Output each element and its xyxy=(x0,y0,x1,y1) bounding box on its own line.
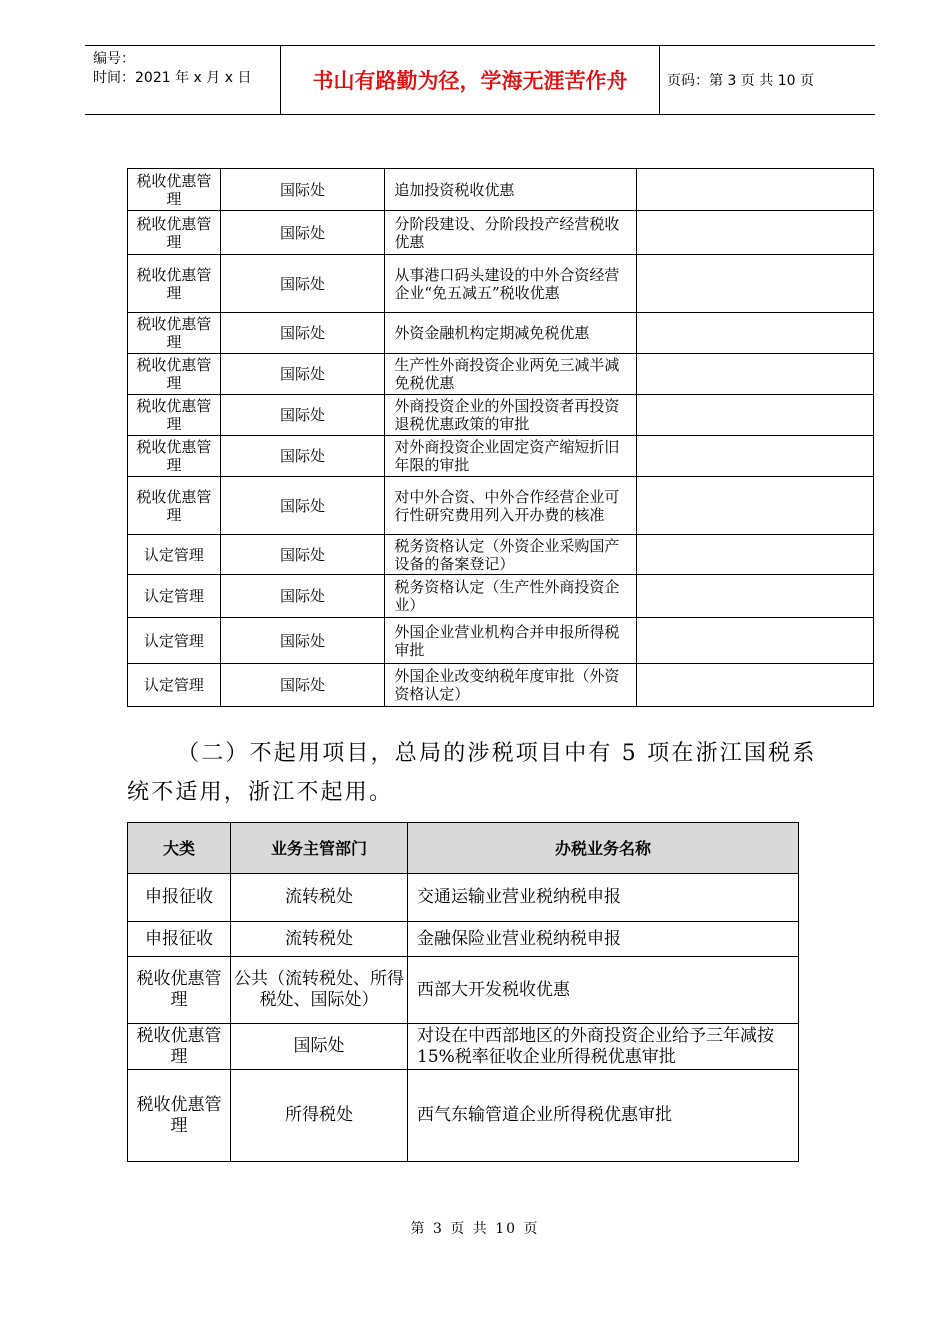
category-cell: 认定管理 xyxy=(128,618,221,664)
header-motto: 书山有路勤为径，学海无涯苦作舟 xyxy=(280,46,660,114)
category-cell: 税收优惠管理 xyxy=(128,436,221,477)
dept-cell: 国际处 xyxy=(220,477,385,535)
item-cell: 西气东输管道企业所得税优惠审批 xyxy=(408,1070,799,1162)
category-cell: 税收优惠管理 xyxy=(128,477,221,535)
table-row xyxy=(128,575,874,618)
category-cell: 税收优惠管理 xyxy=(128,395,221,436)
item-cell: 金融保险业营业税纳税申报 xyxy=(408,922,799,957)
category-cell: 税收优惠管理 xyxy=(128,211,221,255)
item-cell: 对设在中西部地区的外商投资企业给予三年减按 15%税率征收企业所得税优惠审批 xyxy=(408,1024,799,1070)
tax-items-table xyxy=(127,168,874,707)
extra-cell xyxy=(636,255,873,313)
code-label: 编号： xyxy=(93,51,135,67)
item-cell: 分阶段建设、分阶段投产经营税收优惠 xyxy=(385,211,636,255)
table-row xyxy=(128,436,874,477)
category-cell: 认定管理 xyxy=(128,664,221,707)
category-cell: 税收优惠管理 xyxy=(128,354,221,395)
table-row xyxy=(128,395,874,436)
item-cell: 对中外合资、中外合作经营企业可行性研究费用列入开办费的核准 xyxy=(385,477,636,535)
page-footer: 第 3 页 共 10 页 xyxy=(410,1221,540,1237)
table-header-row xyxy=(128,823,799,874)
item-cell: 对外商投资企业固定资产缩短折旧年限的审批 xyxy=(385,436,636,477)
extra-cell xyxy=(636,354,873,395)
dept-cell: 国际处 xyxy=(220,618,385,664)
item-cell: 税务资格认定（生产性外商投资企业） xyxy=(385,575,636,618)
header-meta xyxy=(93,50,251,88)
table-row xyxy=(128,957,799,1024)
table-row xyxy=(128,354,874,395)
extra-cell xyxy=(636,618,873,664)
extra-cell xyxy=(636,211,873,255)
item-cell: 追加投资税收优惠 xyxy=(385,169,636,211)
table-row xyxy=(128,922,799,957)
header-dept: 业务主管部门 xyxy=(231,823,408,874)
dept-cell: 国际处 xyxy=(220,169,385,211)
header-item: 办税业务名称 xyxy=(408,823,799,874)
dept-cell: 国际处 xyxy=(231,1024,408,1070)
table-row xyxy=(128,313,874,354)
category-cell: 认定管理 xyxy=(128,575,221,618)
item-cell: 外国企业改变纳税年度审批（外资资格认定） xyxy=(385,664,636,707)
table-row xyxy=(128,664,874,707)
item-cell: 外商投资企业的外国投资者再投资退税优惠政策的审批 xyxy=(385,395,636,436)
table-row xyxy=(128,1070,799,1162)
table-row xyxy=(128,255,874,313)
dept-cell: 流转税处 xyxy=(231,922,408,957)
dept-cell: 国际处 xyxy=(220,354,385,395)
dept-cell: 国际处 xyxy=(220,436,385,477)
table-row xyxy=(128,211,874,255)
table-row xyxy=(128,1024,799,1070)
page-header xyxy=(85,45,875,115)
item-cell: 交通运输业营业税纳税申报 xyxy=(408,874,799,922)
extra-cell xyxy=(636,664,873,707)
category-cell: 税收优惠管理 xyxy=(128,313,221,354)
time-label: 时间：2021 年 x 月 x 日 xyxy=(93,70,252,86)
table-row xyxy=(128,535,874,575)
header-page-label: 页码：第 3 页 共 10 页 xyxy=(667,73,814,89)
item-cell: 外国企业营业机构合并申报所得税审批 xyxy=(385,618,636,664)
extra-cell xyxy=(636,477,873,535)
extra-cell xyxy=(636,535,873,575)
dept-cell: 国际处 xyxy=(220,395,385,436)
item-cell: 从事港口码头建设的中外合资经营企业“免五减五”税收优惠 xyxy=(385,255,636,313)
dept-cell: 国际处 xyxy=(220,255,385,313)
header-category: 大类 xyxy=(128,823,231,874)
unused-items-table xyxy=(127,822,799,1162)
extra-cell xyxy=(636,169,873,211)
extra-cell xyxy=(636,313,873,354)
item-cell: 西部大开发税收优惠 xyxy=(408,957,799,1024)
category-cell: 申报征收 xyxy=(128,922,231,957)
category-cell: 税收优惠管理 xyxy=(128,1070,231,1162)
dept-cell: 流转税处 xyxy=(231,874,408,922)
category-cell: 认定管理 xyxy=(128,535,221,575)
section-paragraph: （二）不起用项目，总局的涉税项目中有 5 项在浙江国税系统不适用，浙江不起用。 xyxy=(127,741,817,805)
dept-cell: 国际处 xyxy=(220,313,385,354)
item-cell: 税务资格认定（外资企业采购国产设备的备案登记） xyxy=(385,535,636,575)
table-row xyxy=(128,169,874,211)
category-cell: 税收优惠管理 xyxy=(128,1024,231,1070)
dept-cell: 公共（流转税处、所得税处、国际处） xyxy=(231,957,408,1024)
category-cell: 税收优惠管理 xyxy=(128,255,221,313)
category-cell: 税收优惠管理 xyxy=(128,957,231,1024)
item-cell: 生产性外商投资企业两免三减半减免税优惠 xyxy=(385,354,636,395)
category-cell: 申报征收 xyxy=(128,874,231,922)
dept-cell: 国际处 xyxy=(220,664,385,707)
category-cell: 税收优惠管理 xyxy=(128,169,221,211)
extra-cell xyxy=(636,575,873,618)
extra-cell xyxy=(636,436,873,477)
dept-cell: 国际处 xyxy=(220,211,385,255)
dept-cell: 国际处 xyxy=(220,535,385,575)
dept-cell: 国际处 xyxy=(220,575,385,618)
dept-cell: 所得税处 xyxy=(231,1070,408,1162)
table-row xyxy=(128,477,874,535)
extra-cell xyxy=(636,395,873,436)
table-row xyxy=(128,874,799,922)
table-row xyxy=(128,618,874,664)
item-cell: 外资金融机构定期减免税优惠 xyxy=(385,313,636,354)
